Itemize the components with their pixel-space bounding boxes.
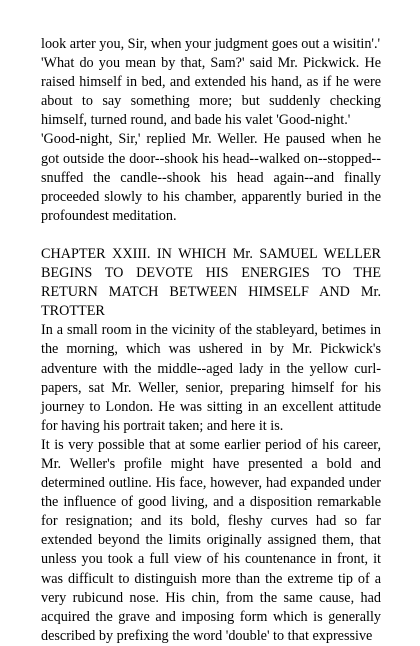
paragraph-pickwick-goodnight: 'What do you mean by that, Sam?' said Mr. Pickwick. He raised himself in bed, and extended his hand, as if he were about to say something more; but suddenly checking himself, turned round, and bade his valet 'Good-night.' [41,55,381,129]
paragraph-weller-profile: It is very possible that at some earlier period of his career, Mr. Weller's profile might have presented a bold and determined outline. His face, however, had expanded under the influence of good living, and a disposition remarkable for resignation; and its bold, fleshy curves had so far extended beyond the limits originally assigned them, that unless you took a full view of his countenance in front, it was difficult to distinguish more than the extreme tip of a very rubicund nose. His chin, from the same cause, had acquired the grave and imposing form which is generally described by prefixing the word 'double' to that expressive [41,436,381,644]
chapter-heading: CHAPTER XXIII. IN WHICH Mr. SAMUEL WELLER BEGINS TO DEVOTE HIS ENERGIES TO THE RETURN MATCH BETWEEN HIMSELF AND Mr. TROTTER [41,245,381,320]
paragraph-weller-reply: 'Good-night, Sir,' replied Mr. Weller. He paused when he got outside the door--shook his head--walked on--stopped--snuffed the candle--shook his head again--and finally proceeded slowly to his chamber, apparently buried in the profoundest meditation. [41,131,381,224]
paragraph-continuation: look arter you, Sir, when your judgment goes out a wisitin'.' [41,36,381,52]
paragraph-stableyard: In a small room in the vicinity of the stableyard, betimes in the morning, which was ushered in by Mr. Pickwick's adventure with the middle--aged lady in the yellow curl-papers, sat Mr. Weller, senior, preparing himself for his journey to London. He was sitting in an excellent attitude for having his portrait taken; and here it is. [41,322,381,434]
document-page [41,35,381,646]
